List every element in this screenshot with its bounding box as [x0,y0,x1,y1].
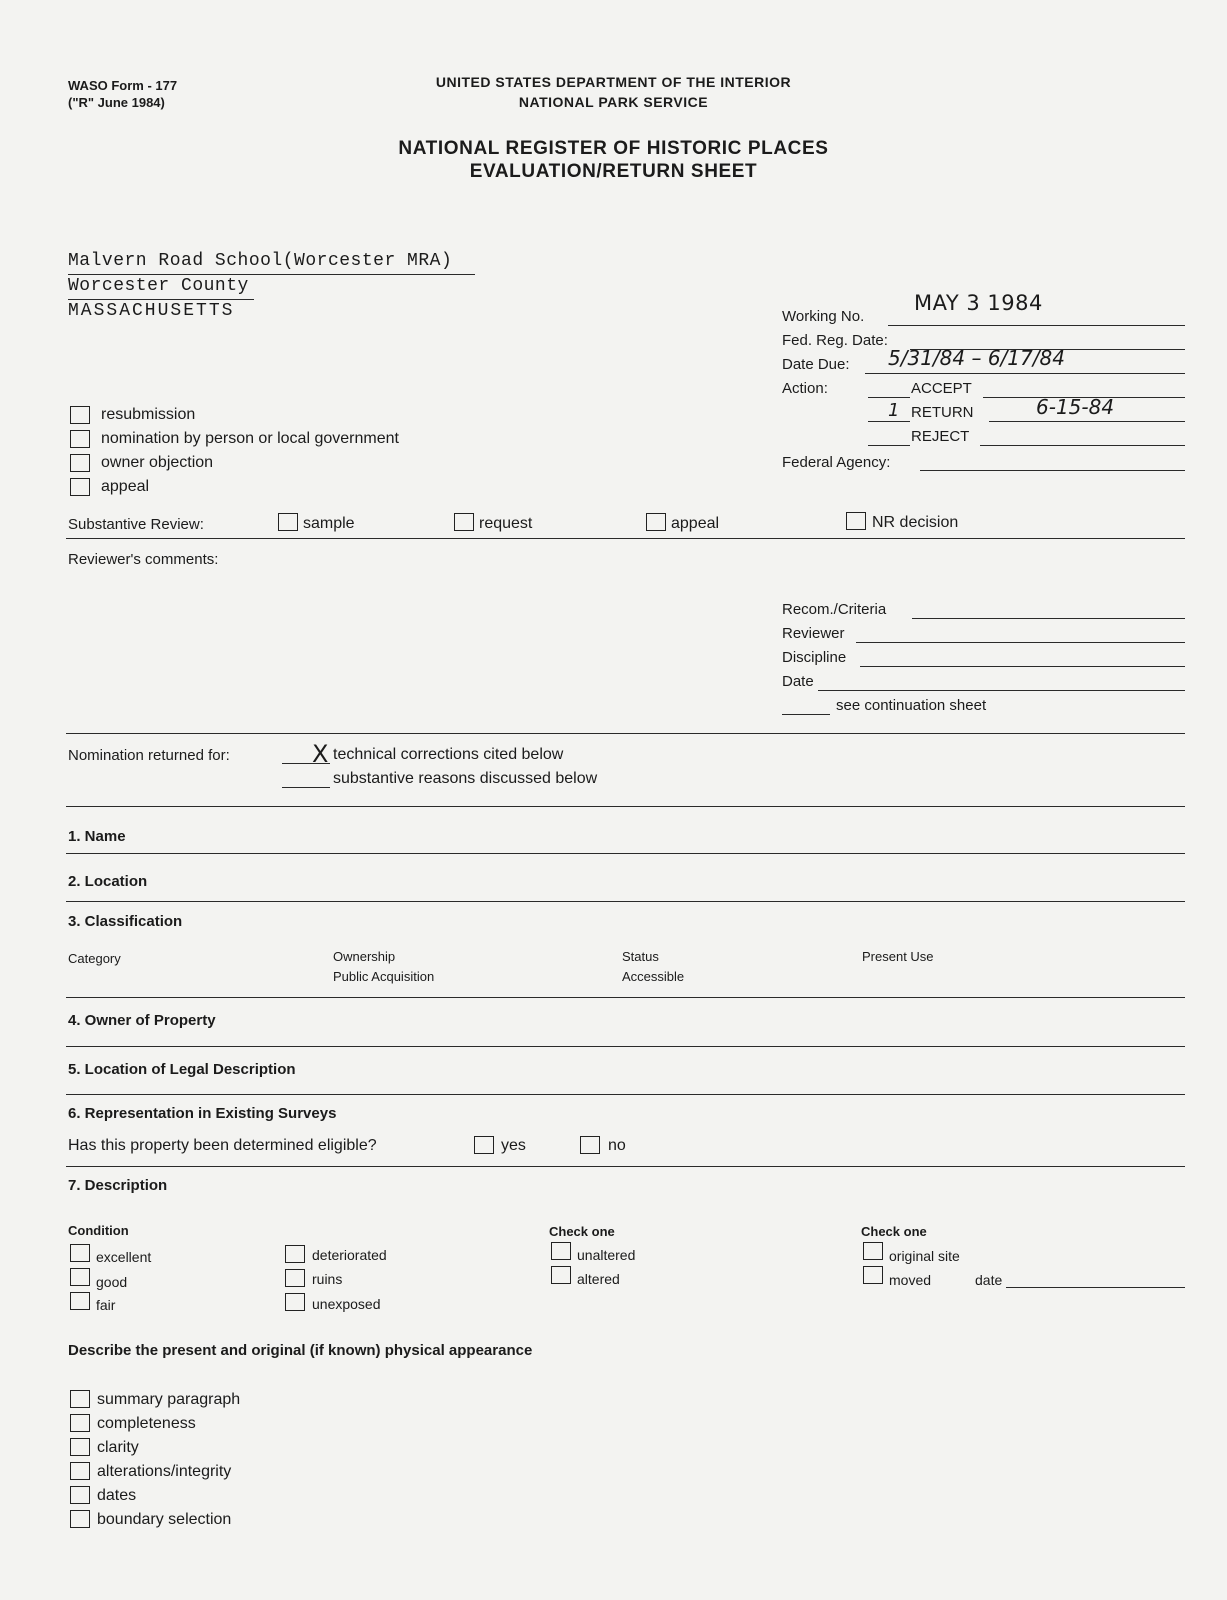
check-one-alteration-label: Check one [549,1224,615,1239]
substantive-reasons-label: substantive reasons discussed below [333,770,598,787]
technical-corrections-label: technical corrections cited below [333,746,564,763]
ownership-label: Ownership [333,949,396,964]
owner-objection-label: owner objection [101,454,214,471]
property-county: Worcester County [68,276,249,296]
section-name: 1. Name [68,828,126,845]
eligible-no-label: no [608,1137,626,1154]
action-accept: ACCEPT [911,380,972,397]
section-existing-surveys: 6. Representation in Existing Surveys [68,1105,337,1122]
nomination-returned-label: Nomination returned for: [68,747,230,764]
status-label: Status [622,949,659,964]
received-date-stamp: MAY 3 1984 [914,291,1043,315]
boundary-selection-checkbox[interactable] [70,1510,90,1528]
altered-checkbox[interactable] [551,1266,571,1284]
alterations-integrity-label: alterations/integrity [97,1463,232,1480]
dates-checkbox[interactable] [70,1486,90,1504]
good-checkbox[interactable] [70,1268,90,1286]
nr-decision-label: NR decision [872,514,959,531]
substantive-review-label: Substantive Review: [68,516,204,533]
request-checkbox[interactable] [454,513,474,531]
original-site-checkbox[interactable] [863,1242,883,1260]
nomination-by-person-label: nomination by person or local government [101,430,399,447]
property-name: Malvern Road School(Worcester MRA) [68,251,453,271]
public-acquisition-label: Public Acquisition [333,969,435,984]
fed-reg-date-label: Fed. Reg. Date: [782,332,888,349]
reviewer-label: Reviewer [782,625,845,642]
appeal-label: appeal [101,478,150,495]
owner-objection-checkbox[interactable] [70,454,90,472]
excellent-checkbox[interactable] [70,1244,90,1262]
action-label: Action: [782,380,828,397]
completeness-label: completeness [97,1415,196,1432]
section-owner: 4. Owner of Property [68,1012,216,1029]
working-no-label: Working No. [782,308,865,325]
date-due-label: Date Due: [782,356,850,373]
review-appeal-label: appeal [671,515,720,532]
technical-check-mark: X [312,740,329,768]
section-description: 7. Description [68,1177,168,1194]
service-name: NATIONAL PARK SERVICE [518,94,709,110]
eligible-yes-label: yes [501,1137,526,1154]
recom-criteria-label: Recom./Criteria [782,601,887,618]
moved-checkbox[interactable] [863,1266,883,1284]
discipline-label: Discipline [782,649,847,666]
section-classification: 3. Classification [68,913,183,930]
good-label: good [96,1274,128,1290]
boundary-selection-label: boundary selection [97,1511,232,1528]
eligible-yes-checkbox[interactable] [474,1136,494,1154]
resubmission-label: resubmission [101,406,196,423]
return-date: 6-15-84 [1036,395,1115,419]
accessible-label: Accessible [622,969,685,984]
review-date-label: Date [782,673,814,690]
moved-date-label: date [975,1272,1003,1288]
date-due-value: 5/31/84 – 6/17/84 [888,346,1065,370]
form-title-line1: NATIONAL REGISTER OF HISTORIC PLACES [398,138,829,159]
see-continuation-label: see continuation sheet [836,697,987,714]
appeal-checkbox[interactable] [70,478,90,496]
summary-paragraph-label: summary paragraph [97,1391,241,1408]
nr-decision-checkbox[interactable] [846,512,866,530]
request-label: request [479,515,533,532]
moved-label: moved [889,1272,932,1288]
ruins-label: ruins [312,1271,343,1287]
return-checkmark: 1 [888,400,900,421]
section-location: 2. Location [68,873,148,890]
dates-label: dates [97,1487,137,1504]
fair-checkbox[interactable] [70,1292,90,1310]
department-name: UNITED STATES DEPARTMENT OF THE INTERIOR [435,74,792,90]
federal-agency-label: Federal Agency: [782,454,891,471]
section-legal-description: 5. Location of Legal Description [68,1061,296,1078]
reviewers-comments-label: Reviewer's comments: [68,551,219,568]
unaltered-label: unaltered [577,1247,636,1263]
excellent-label: excellent [96,1249,152,1265]
unexposed-checkbox[interactable] [285,1293,305,1311]
category-label: Category [68,951,121,966]
clarity-label: clarity [97,1439,139,1456]
check-one-site-label: Check one [861,1224,927,1239]
review-appeal-checkbox[interactable] [646,513,666,531]
unaltered-checkbox[interactable] [551,1242,571,1260]
fair-label: fair [96,1297,116,1313]
describe-appearance-label: Describe the present and original (if known) physical appearance [68,1342,533,1359]
sample-label: sample [303,515,355,532]
form-revision: ("R" June 1984) [68,95,165,110]
deteriorated-checkbox[interactable] [285,1245,305,1263]
present-use-label: Present Use [862,949,934,964]
resubmission-checkbox[interactable] [70,406,90,424]
altered-label: altered [577,1271,620,1287]
form-title-line2: EVALUATION/RETURN SHEET [469,161,758,182]
nomination-by-person-checkbox[interactable] [70,430,90,448]
action-return: RETURN [911,404,974,421]
unexposed-label: unexposed [312,1296,381,1312]
alterations-integrity-checkbox[interactable] [70,1462,90,1480]
form-id: WASO Form - 177 [68,78,178,93]
deteriorated-label: deteriorated [312,1247,387,1263]
condition-label: Condition [68,1223,129,1238]
property-state: MASSACHUSETTS [68,301,235,321]
clarity-checkbox[interactable] [70,1438,90,1456]
sample-checkbox[interactable] [278,513,298,531]
eligible-no-checkbox[interactable] [580,1136,600,1154]
ruins-checkbox[interactable] [285,1269,305,1287]
eligible-question: Has this property been determined eligible? [68,1137,377,1154]
summary-paragraph-checkbox[interactable] [70,1390,90,1408]
original-site-label: original site [889,1248,960,1264]
completeness-checkbox[interactable] [70,1414,90,1432]
action-reject: REJECT [911,428,970,445]
